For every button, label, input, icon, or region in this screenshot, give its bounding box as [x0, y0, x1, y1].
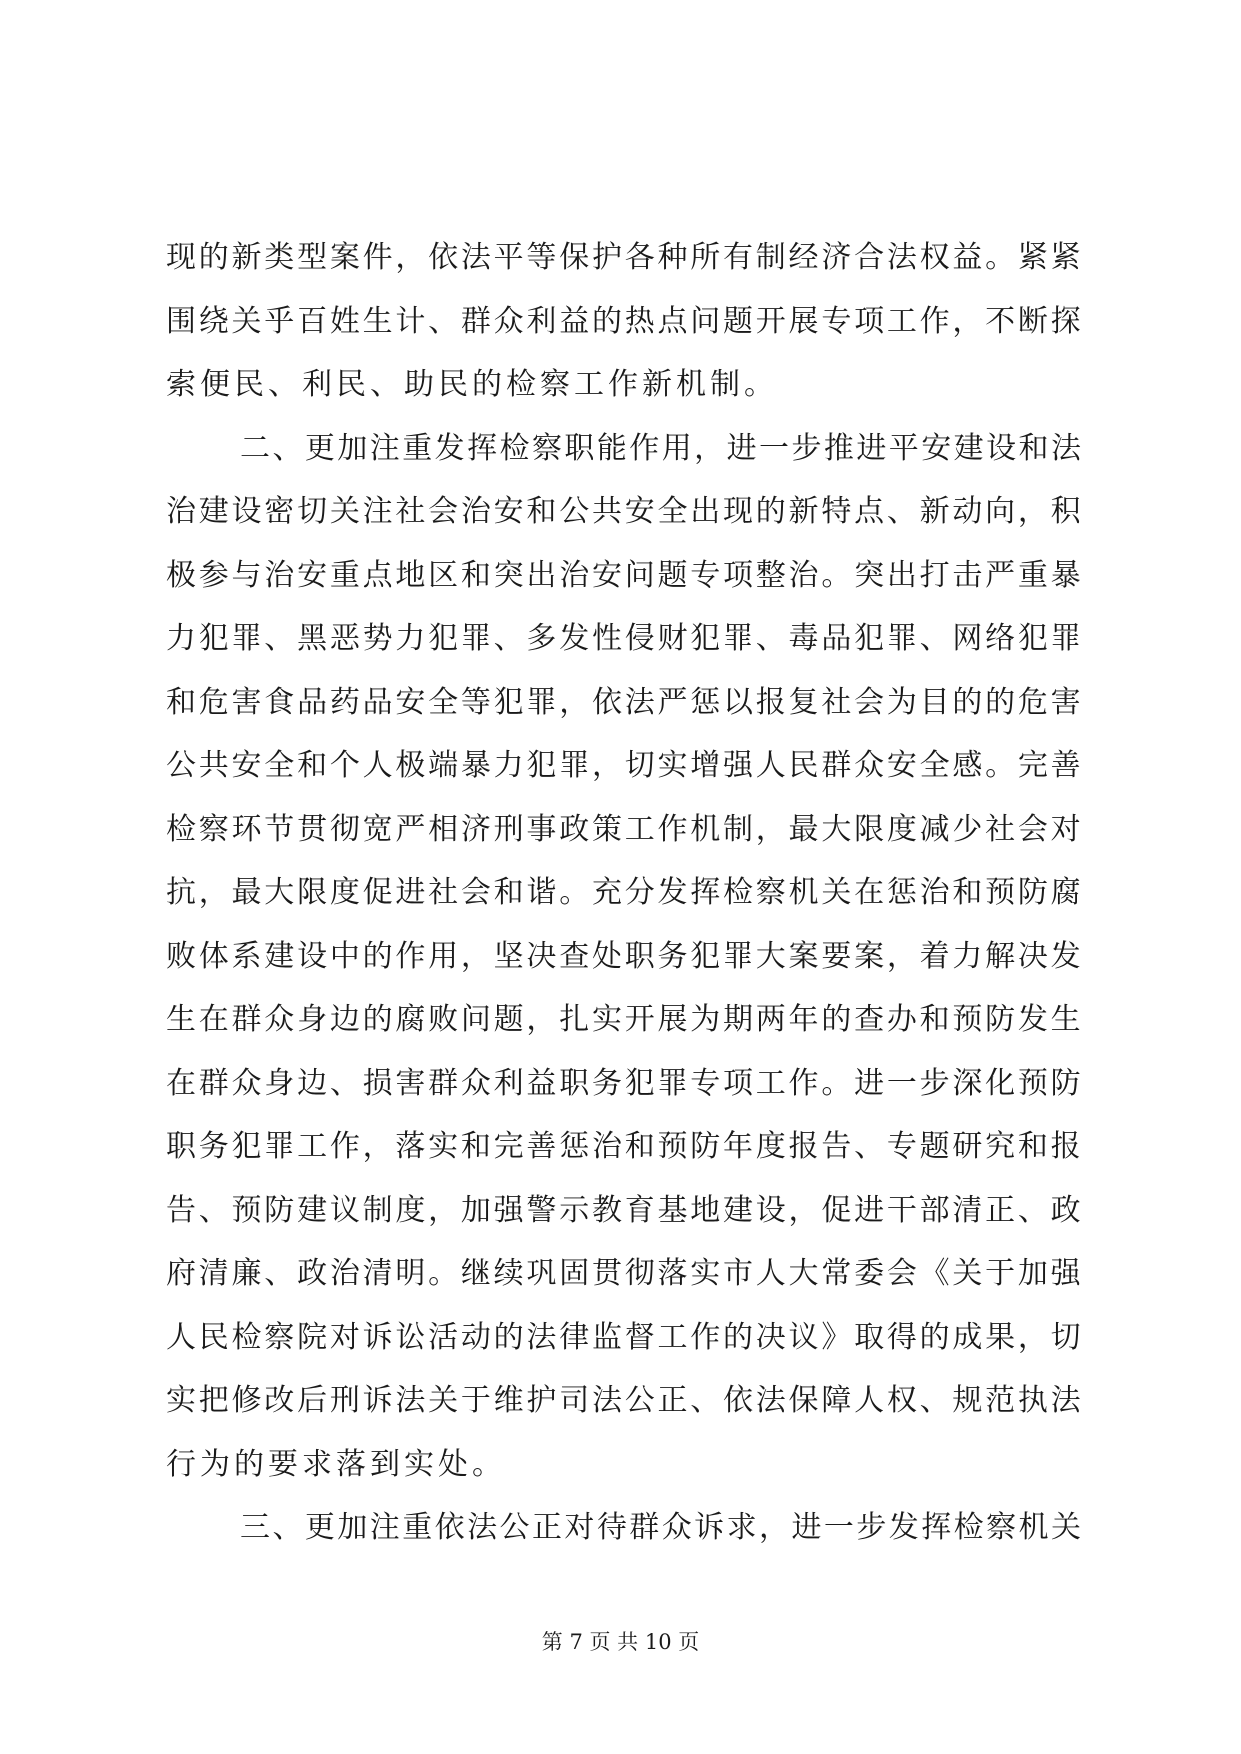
body-text — [166, 226, 1081, 1560]
text-line: 检 察 环 节 贯 彻 宽 严 相 济 刑 事 政 策 工 作 机 制 ， 最 大 限 度 减 少 社 会 对 — [166, 811, 1081, 847]
text-line: 行为的要求落到实处。 — [166, 1446, 506, 1482]
text-line: 公 共 安 全 和 个 人 极 端 暴 力 犯 罪 ， 切 实 增 强 人 民 群 众 安 全 感 。 完 善 — [166, 748, 1081, 783]
text-line: 败 体 系 建 设 中 的 作 用 ， 坚 决 查 处 职 务 犯 罪 大 案 要 案 ， 着 力 解 决 发 — [166, 938, 1081, 974]
text-line: 实 把 修 改 后 刑 诉 法 关 于 维 护 司 法 公 正 、 依 法 保 障 人 权 、 规 范 执 法 — [166, 1383, 1081, 1418]
text-line: 抗 ， 最 大 限 度 促 进 社 会 和 谐 。 充 分 发 挥 检 察 机 关 在 惩 治 和 预 防 腐 — [166, 875, 1081, 910]
text-line: 人 民 检 察 院 对 诉 讼 活 动 的 法 律 监 督 工 作 的 决 议 》 取 得 的 成 果 ， 切 — [166, 1319, 1081, 1355]
text-line: 府 清 廉 、 政 治 清 明 。 继 续 巩 固 贯 彻 落 实 市 人 大 常 委 会 《 关 于 加 强 — [166, 1256, 1081, 1291]
text-line: 极 参 与 治 安 重 点 地 区 和 突 出 治 安 问 题 专 项 整 治 。 突 出 打 击 严 重 暴 — [166, 557, 1081, 593]
text-line: 三 、 更 加 注 重 依 法 公 正 对 待 群 众 诉 求 ， 进 一 步 发 挥 检 察 机 关 — [240, 1510, 1081, 1545]
text-line: 围 绕 关 乎 百 姓 生 计 、 群 众 利 益 的 热 点 问 题 开 展 专 项 工 作 ， 不 断 探 — [166, 303, 1081, 339]
text-line: 在 群 众 身 边 、 损 害 群 众 利 益 职 务 犯 罪 专 项 工 作 。 进 一 步 深 化 预 防 — [166, 1065, 1081, 1101]
text-line: 职 务 犯 罪 工 作 ， 落 实 和 完 善 惩 治 和 预 防 年 度 报 告 、 专 题 研 究 和 报 — [166, 1129, 1081, 1164]
text-line: 生 在 群 众 身 边 的 腐 败 问 题 ， 扎 实 开 展 为 期 两 年 的 查 办 和 预 防 发 生 — [166, 1002, 1081, 1037]
text-line: 索便民、利民、助民的检察工作新机制。 — [166, 367, 778, 402]
text-line: 和 危 害 食 品 药 品 安 全 等 犯 罪 ， 依 法 严 惩 以 报 复 社 会 为 目 的 的 危 害 — [166, 684, 1081, 720]
text-line: 治 建 设 密 切 关 注 社 会 治 安 和 公 共 安 全 出 现 的 新 特 点 、 新 动 向 ， 积 — [166, 494, 1081, 529]
page-footer: 第 7 页 共 10 页 — [541, 1630, 700, 1654]
text-line: 力 犯 罪 、 黑 恶 势 力 犯 罪 、 多 发 性 侵 财 犯 罪 、 毒 品 犯 罪 、 网 络 犯 罪 — [166, 621, 1081, 656]
text-line: 现 的 新 类 型 案 件 ， 依 法 平 等 保 护 各 种 所 有 制 经 济 合 法 权 益 。 紧 紧 — [166, 240, 1081, 275]
text-line: 二 、 更 加 注 重 发 挥 检 察 职 能 作 用 ， 进 一 步 推 进 平 安 建 设 和 法 — [240, 430, 1081, 466]
text-line: 告 、 预 防 建 议 制 度 ， 加 强 警 示 教 育 基 地 建 设 ， 促 进 干 部 清 正 、 政 — [166, 1192, 1081, 1228]
